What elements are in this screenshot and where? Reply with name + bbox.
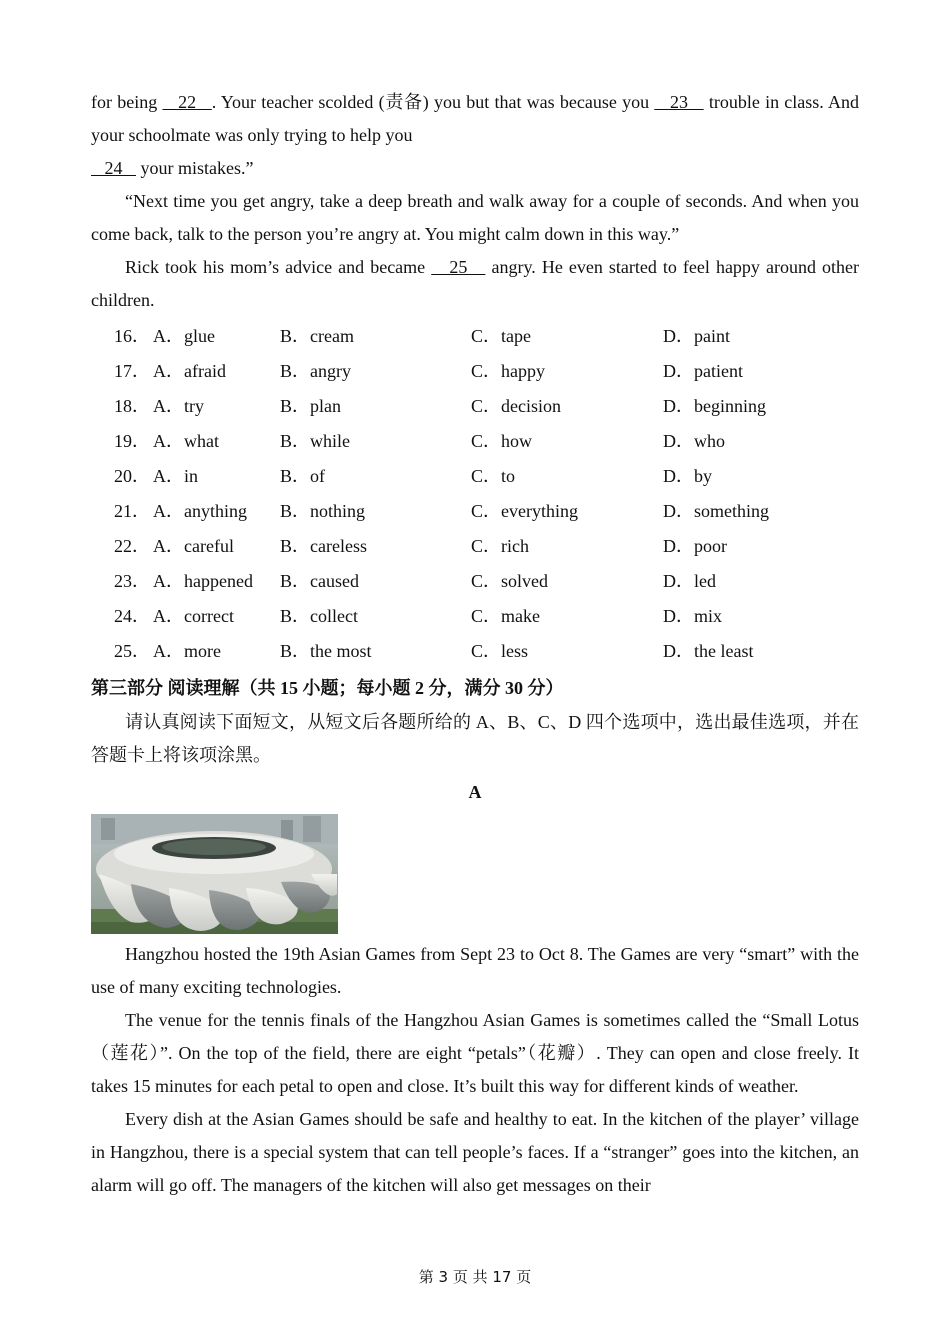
question-number: 23． <box>114 571 150 591</box>
option-d: D．mix <box>663 606 723 626</box>
option-d: D．who <box>663 431 725 451</box>
option-a: A．what <box>153 431 219 451</box>
option-a: A．anything <box>153 501 247 521</box>
option-c: C．to <box>471 466 516 486</box>
option-d: D．by <box>663 466 712 486</box>
option-b: B．while <box>280 431 351 451</box>
option-a: A．try <box>153 396 204 416</box>
option-c: C．decision <box>471 396 562 416</box>
question-row <box>91 529 859 564</box>
option-b: B．nothing <box>280 501 366 521</box>
option-d: D．the least <box>663 641 754 661</box>
option-c: C．solved <box>471 571 549 591</box>
option-c: C．less <box>471 641 529 661</box>
question-row <box>91 599 859 634</box>
question-number: 17． <box>114 361 150 381</box>
question-number: 18． <box>114 396 150 416</box>
option-d: D．patient <box>663 361 743 381</box>
question-row <box>91 564 859 599</box>
question-number: 24． <box>114 606 150 626</box>
question-number: 25． <box>114 641 150 661</box>
question-row <box>91 459 859 494</box>
option-a: A．afraid <box>153 361 226 381</box>
passage-paragraph: The venue for the tennis finals of the Hangzhou Asian Games is sometimes called the “Small Lotus（莲花）”. On the top of the field, there are eight “petals”（花瓣）. They can open and close freely. It takes 15 minutes for each petal to open and close. It’s built this way for different kinds of weather. <box>91 1010 859 1096</box>
passage-paragraph: Every dish at the Asian Games should be safe and healthy to eat. In the kitchen of the player’ village in Hangzhou, there is a special system that can tell people’s faces. If a “stranger” goes into the kitchen, an alarm will go off. The managers of the kitchen will also get messages on their <box>91 1109 859 1195</box>
option-a: A．careful <box>153 536 234 556</box>
option-d: D．paint <box>663 326 730 346</box>
passage-paragraph: Rick took his mom’s advice and became 25 angry. He even started to feel happy around other children. <box>91 257 859 310</box>
option-c: C．everything <box>471 501 578 521</box>
option-a: A．correct <box>153 606 234 626</box>
option-b: B．of <box>280 466 326 486</box>
question-number: 22． <box>114 536 150 556</box>
page-content <box>91 86 859 1202</box>
option-c: C．happy <box>471 361 546 381</box>
option-c: C．make <box>471 606 540 626</box>
question-row <box>91 634 859 669</box>
option-a: A．in <box>153 466 199 486</box>
blank-22: 22 <box>162 92 212 112</box>
blank-24: 24 <box>91 158 136 178</box>
option-d: D．something <box>663 501 769 521</box>
option-b: B．cream <box>280 326 354 346</box>
question-row <box>91 494 859 529</box>
passage-paragraph: Hangzhou hosted the 19th Asian Games from Sept 23 to Oct 8. The Games are very “smart” with the use of many exciting technologies. <box>91 944 859 997</box>
option-d: D．led <box>663 571 716 591</box>
question-number: 16． <box>114 326 150 346</box>
section-instruction: 请认真阅读下面短文，从短文后各题所给的 A、B、C、D 四个选项中，选出最佳选项，并在答题卡上将该项涂黑。 <box>91 712 859 765</box>
question-row <box>91 354 859 389</box>
option-c: C．rich <box>471 536 529 556</box>
option-b: B．caused <box>280 571 359 591</box>
question-row <box>91 389 859 424</box>
question-row <box>91 424 859 459</box>
blank-23: 23 <box>654 92 704 112</box>
question-number: 19． <box>114 431 150 451</box>
question-number: 20． <box>114 466 150 486</box>
option-d: D．poor <box>663 536 727 556</box>
option-d: D．beginning <box>663 396 766 416</box>
option-a: A．glue <box>153 326 215 346</box>
blank-25: 25 <box>431 257 486 277</box>
option-b: B．collect <box>280 606 358 626</box>
stadium-photo <box>91 814 338 934</box>
page-footer: 第 3 页 共 17 页 <box>418 1268 532 1286</box>
option-b: B．angry <box>280 361 351 381</box>
option-c: C．how <box>471 431 533 451</box>
passage-label: A <box>468 782 482 802</box>
option-a: A．more <box>153 641 221 661</box>
option-b: B．the most <box>280 641 372 661</box>
option-b: B．plan <box>280 396 342 416</box>
question-row <box>91 319 859 354</box>
option-a: A．happened <box>153 571 253 591</box>
option-c: C．tape <box>471 326 531 346</box>
option-b: B．careless <box>280 536 367 556</box>
cloze-options <box>91 319 859 669</box>
section-heading: 第三部分 阅读理解（共 15 小题；每小题 2 分，满分 30 分） <box>91 678 564 698</box>
passage-paragraph: “Next time you get angry, take a deep breath and walk away for a couple of seconds. And when you come back, talk to the person you’re angry at. You might calm down in this way.” <box>91 191 859 244</box>
passage-paragraph: for being 22 . Your teacher scolded (责备) you but that was because you 23 trouble in class. And your schoolmate was only trying to help you 24 your mistakes.” <box>91 92 860 178</box>
question-number: 21． <box>114 501 150 521</box>
